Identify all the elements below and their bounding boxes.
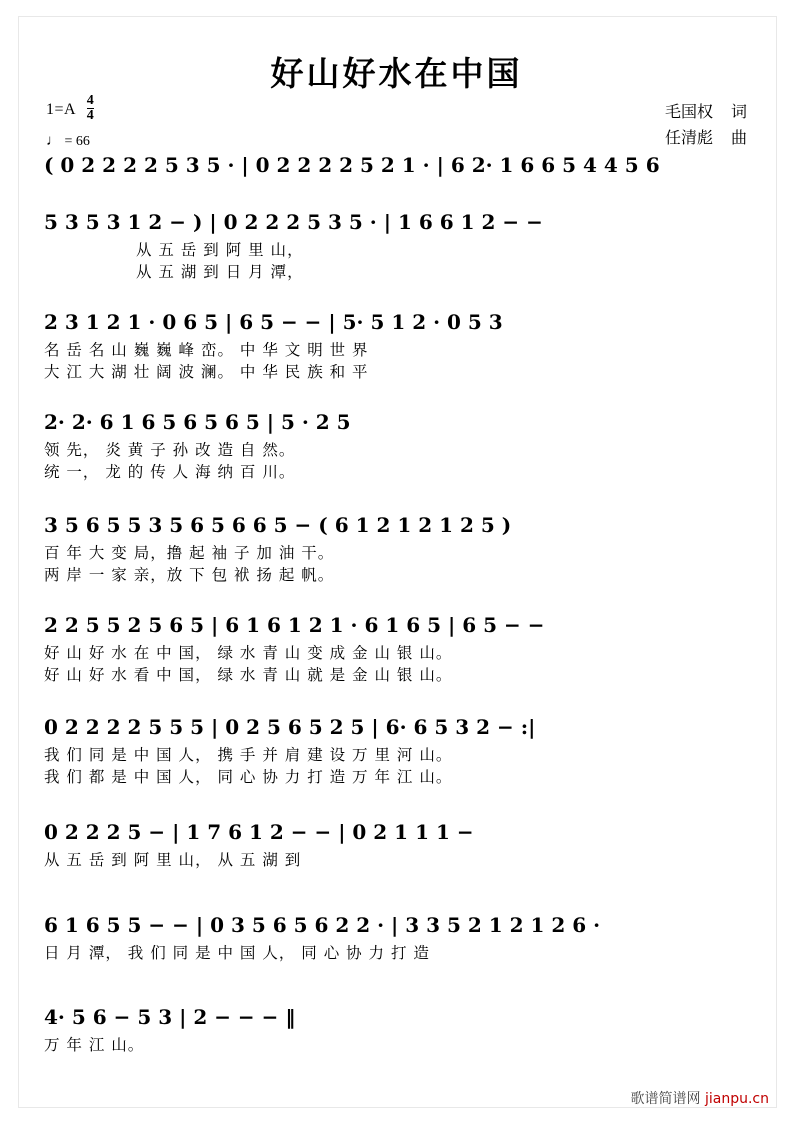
meter-numerator: 4 bbox=[86, 93, 95, 108]
lyric-verse-2: 统 一， 龙 的 传 人 海 纳 百 川。 bbox=[44, 463, 296, 481]
notation-line: 2 3 1 2 1 · 0 6 5 | 6 5 − − | 5· 5 1 2 · 0 5 3 bbox=[44, 310, 503, 334]
notation-line: 2· 2· 6 1 6 5 6 5 6 5 | 5 · 2 5 bbox=[44, 410, 351, 434]
lyricist-line bbox=[665, 99, 747, 125]
meter-denominator: 4 bbox=[86, 108, 95, 123]
music-system-1 bbox=[44, 148, 750, 182]
music-system-4 bbox=[44, 405, 750, 483]
lyric-verse-1: 好 山 好 水 在 中 国， 绿 水 青 山 变 成 金 山 银 山。 bbox=[44, 644, 453, 662]
music-system-9 bbox=[44, 908, 750, 964]
lyric-verse-2: 两 岸 一 家 亲，放 下 包 袱 扬 起 帆。 bbox=[44, 566, 335, 584]
lyric-verse-1: 百 年 大 变 局，撸 起 袖 子 加 油 干。 bbox=[44, 544, 335, 562]
key-line bbox=[46, 93, 95, 125]
key-signature: 1=A bbox=[46, 101, 76, 119]
notation-line: 0 2 2 2 2 5 5 5 | 0 2 5 6 5 2 5 | 6· 6 5 3 2 − :| bbox=[44, 715, 536, 739]
music-system-5 bbox=[44, 508, 750, 586]
lyric-verse-1: 万 年 江 山。 bbox=[44, 1036, 145, 1054]
lyric-verse-1: 日 月 潭， 我 们 同 是 中 国 人， 同 心 协 力 打 造 bbox=[44, 944, 430, 962]
lyric-verse-2: 从 五 湖 到 日 月 潭， bbox=[136, 263, 304, 281]
lyric-verse-1: 从 五 岳 到 阿 里 山， bbox=[136, 241, 304, 259]
lyric-verse-1: 名 岳 名 山 巍 巍 峰 峦。 中 华 文 明 世 界 bbox=[44, 341, 369, 359]
lyric-verse-1: 从 五 岳 到 阿 里 山， 从 五 湖 到 bbox=[44, 851, 302, 869]
notation-line: ( 0 2 2 2 2 5 3 5 · | 0 2 2 2 2 5 2 1 · | 6 2· 1 6 6 5 4 4 5 6 bbox=[44, 153, 660, 177]
music-system-2 bbox=[44, 205, 750, 283]
lyric-verse-2: 我 们 都 是 中 国 人， 同 心 协 力 打 造 万 年 江 山。 bbox=[44, 768, 453, 786]
lyric-verse-1: 我 们 同 是 中 国 人， 携 手 并 肩 建 设 万 里 河 山。 bbox=[44, 746, 453, 764]
music-system-8 bbox=[44, 815, 750, 871]
notation-line: 0 2 2 2 5 − | 1 7 6 1 2 − − | 0 2 1 1 1 − bbox=[44, 820, 474, 844]
site-watermark bbox=[631, 1088, 769, 1108]
time-signature bbox=[87, 94, 95, 123]
watermark-url: jianpu.cn bbox=[704, 1091, 769, 1107]
quarter-note-icon: ♩ bbox=[46, 133, 61, 149]
composer-name: 任清彪 bbox=[664, 128, 713, 147]
notation-line: 5 3 5 3 1 2 − ) | 0 2 2 2 5 3 5 · | 1 6 6 1 2 − − bbox=[44, 210, 543, 234]
lyricist-role: 词 bbox=[730, 102, 747, 121]
lyric-verse-2: 大 江 大 湖 壮 阔 波 澜。 中 华 民 族 和 平 bbox=[44, 363, 369, 381]
credits-block bbox=[665, 99, 747, 151]
page-title: 好山好水在中国 bbox=[270, 54, 523, 93]
tempo-value: = 66 bbox=[64, 134, 90, 149]
lyric-verse-1: 领 先， 炎 黄 子 孙 改 造 自 然。 bbox=[44, 441, 296, 459]
lyricist-name: 毛国权 bbox=[664, 102, 713, 121]
music-system-3 bbox=[44, 305, 750, 383]
notation-line: 2 2 5 5 2 5 6 5 | 6 1 6 1 2 1 · 6 1 6 5 | 6 5 − − bbox=[44, 613, 545, 637]
key-and-tempo-block bbox=[46, 93, 95, 150]
composer-role: 曲 bbox=[730, 128, 747, 147]
watermark-text: 歌谱简谱网 bbox=[630, 1091, 701, 1107]
music-system-7 bbox=[44, 710, 750, 788]
music-system-10 bbox=[44, 1000, 750, 1056]
notation-line: 3 5 6 5 5 3 5 6 5 6 6 5 − ( 6 1 2 1 2 1 2 5 ) bbox=[44, 513, 512, 537]
music-system-6 bbox=[44, 608, 750, 686]
notation-line: 4· 5 6 − 5 3 | 2 − − − ‖ bbox=[44, 1005, 296, 1029]
notation-line: 6 1 6 5 5 − − | 0 3 5 6 5 6 2 2 · | 3 3 5 2 1 2 1 2 6 · bbox=[44, 913, 601, 937]
lyric-verse-2: 好 山 好 水 看 中 国， 绿 水 青 山 就 是 金 山 银 山。 bbox=[44, 666, 453, 684]
